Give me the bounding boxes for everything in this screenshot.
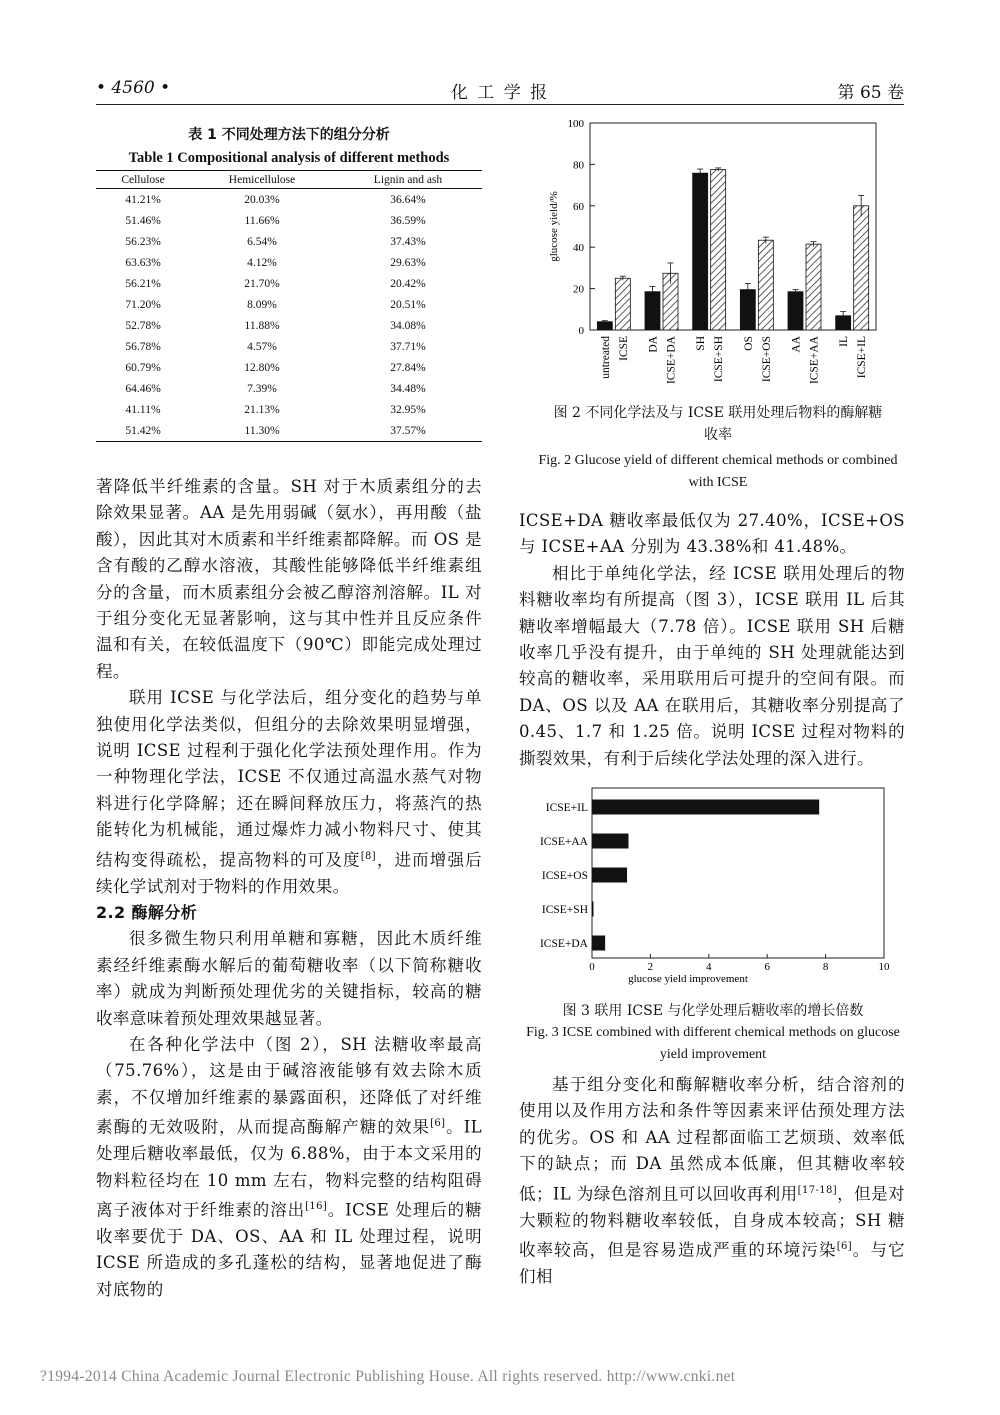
bar-aa [788, 292, 803, 330]
x-tick-label: 2 [647, 961, 654, 973]
table-row [96, 336, 482, 357]
table-row [96, 252, 482, 273]
table-cell: 56.23% [125, 235, 161, 248]
x-tick-label: OS [742, 336, 755, 351]
table-cell: 20.03% [244, 193, 280, 206]
table-cell: 11.30% [190, 420, 334, 442]
table-row [96, 294, 482, 315]
column-header: Lignin and ash [334, 171, 482, 189]
table-cell: 52.78% [125, 319, 161, 332]
table-row [96, 273, 482, 294]
table-cell: 8.09% [247, 298, 277, 311]
table-cell: 27.84% [390, 361, 426, 374]
hbar-icse-plus-da [592, 936, 605, 951]
table-cell: 6.54% [247, 235, 277, 248]
fig2-plot-frame [590, 123, 876, 330]
table-row [96, 315, 482, 336]
x-tick-label: IL [838, 336, 851, 347]
table-cell: 60.79% [125, 361, 161, 374]
paragraph: 著降低半纤维素的含量。SH 对于木质素组分的去除效果显著。AA 是先用弱碱（氨水），再用酸（盐酸），因此其对木质素和半纤维素都降解。而 OS 是含有酸的乙醇水溶液，其酸性能够降低半纤维素组分的含量，而木质素组分会被乙醇溶剂溶解。IL 对于组分变化无显著影响，这与其中性并且反应条件温和有关，在较低温度下（90℃）即能完成处理过程。 [96, 477, 482, 681]
table1-title-en: Table 1 Compositional analysis of different methods [128, 150, 450, 166]
paragraph: 在各种化学法中（图 2），SH 法糖收率最高（75.76%），这是由于碱溶液能够有效去除木质素，不仅增加纤维素的暴露面积，还降低了对纤维素酶的无效吸附，从而提高酶解产糖的效果[6]。IL 处理后糖收率最低，仅为 6.88%，由于本文采用的物料粒径均在 10 mm 左右，物料完整的结构阻碍离子液体对于纤维素的溶出[16]。ICSE 处理后的糖收率要优于 DA、OS、AA 和 IL 处理过程，说明 ICSE 所造成的多孔蓬松的结构，显著地促进了酶对底物的 [96, 1035, 482, 1299]
bar-icse-plus-il [854, 206, 869, 330]
table-cell: 11.88% [244, 319, 280, 332]
citation: [16] [305, 1200, 328, 1212]
table-row [96, 231, 482, 252]
fig2-bar-chart [540, 112, 900, 397]
x-tick-label: ICSE+SH [713, 336, 726, 383]
fig3-caption-en: Fig. 3 ICSE combined with different chemical methods on glucose yield improvement [526, 1025, 900, 1062]
right-column-top [519, 508, 905, 772]
citation: [8] [360, 850, 377, 862]
table-cell: 56.21% [125, 277, 161, 290]
citation: [17-18] [797, 1184, 838, 1196]
table-cell: 41.21% [125, 193, 161, 206]
x-tick-label: ICSE+AA [808, 336, 821, 385]
table-cell: 41.11% [125, 403, 161, 416]
left-column [96, 474, 482, 1303]
table-cell: 11.66% [244, 214, 280, 227]
table-cell: 21.13% [244, 403, 280, 416]
bar-sh [693, 173, 708, 330]
table-cell: 37.57% [334, 420, 482, 442]
paragraph: 相比于单纯化学法，经 ICSE 联用处理后的物料糖收率均有所提高（图 3），ICSE 联用 IL 后其糖收率增幅最大（7.78 倍）。ICSE 联用 SH 后糖收率几乎没有提升，由于单纯的 SH 处理就能达到较高的糖收率，采用联用后可提升的空间有限。而 DA、OS 以及 AA 在联用后，其糖收率分别提高了 0.45、1.7 和 1.25 倍。说明 ICSE 过程对物料的撕裂效果，有利于后续化学法处理的深入进行。 [519, 563, 905, 768]
y-axis-label: glucose yield/% [548, 191, 560, 262]
table-row [96, 420, 482, 442]
column-header: Hemicellulose [190, 171, 334, 189]
volume-label: 第 65 卷 [837, 83, 904, 103]
x-tick-label: DA [647, 336, 660, 353]
journal-title: 化 工 学 报 [450, 83, 550, 103]
citation: [6] [430, 1118, 446, 1130]
x-tick-label: ICSE+DA [665, 336, 678, 385]
table-cell: 36.59% [390, 214, 426, 227]
table-cell: 21.70% [244, 277, 280, 290]
fig3-bar-chart [520, 778, 900, 990]
x-tick-label: 10 [878, 961, 890, 973]
y-tick-label: 80 [573, 159, 584, 172]
bar-icse [615, 278, 630, 330]
right-column-bottom [519, 1072, 905, 1290]
table-cell: 63.63% [125, 256, 161, 269]
x-tick-label: 4 [706, 961, 712, 973]
x-tick-label: ICSE+IL [856, 336, 869, 379]
table-cell: 20.42% [390, 277, 426, 290]
table-cell: 37.43% [390, 235, 426, 248]
y-tick-label: ICSE+OS [541, 870, 588, 882]
x-tick-label: ICSE+OS [760, 336, 773, 383]
table-cell: 7.39% [247, 382, 277, 395]
y-tick-label: 20 [573, 283, 584, 296]
hbar-icse-plus-os [592, 868, 627, 883]
table-cell: 34.08% [390, 319, 426, 332]
column-header: Cellulose [96, 171, 190, 189]
y-tick-label: 40 [573, 242, 584, 255]
table1-title-cn: 表 1 不同处理方法下的组分分析 [188, 127, 390, 143]
table-cell: 29.63% [390, 256, 426, 269]
y-tick-label: ICSE+AA [539, 836, 588, 848]
y-tick-label: 100 [567, 118, 584, 130]
bar-da [645, 292, 660, 330]
table-cell: 32.95% [390, 403, 426, 416]
hbar-icse-plus-il [592, 800, 819, 815]
paragraph: 联用 ICSE 与化学法后，组分变化的趋势与单独使用化学法类似，但组分的去除效果明显增强，说明 ICSE 过程利于强化化学法预处理作用。作为一种物理化学法，ICSE 不仅通过高温水蒸气对物料进行化学降解；还在瞬间释放压力，将蒸汽的热能转化为机械能，通过爆炸力减小物料尺寸、使其结构变得疏松，提高物料的可及度[8]，进而增强后续化学试剂对于物料的作用效果。 [96, 688, 483, 896]
fig2-caption-cn: 图 2 不同化学法及与 ICSE 联用处理后物料的酶解糖收率 [553, 405, 883, 443]
table-cell: 37.71% [390, 340, 426, 353]
table-cell: 12.80% [244, 361, 280, 374]
bar-untreated [597, 322, 612, 330]
hbar-icse-plus-aa [592, 834, 629, 849]
x-tick-label: 6 [764, 961, 770, 973]
paragraph: 基于组分变化和酶解糖收率分析，结合溶剂的使用以及作用方法和条件等因素来评估预处理方法的优劣。OS 和 AA 过程都面临工艺烦琐、效率低下的缺点；而 DA 虽然成本低廉，但其糖收率较低；IL 为绿色溶剂且可以回收再利用[17-18]，但是对大颗粒的物料糖收率较低，自身成本较高；SH 糖收率较高，但是容易造成严重的环境污染[6]。与它们相 [519, 1075, 906, 1286]
y-tick-label: ICSE+IL [545, 802, 588, 814]
y-tick-label: ICSE+DA [539, 938, 588, 950]
y-tick-label: 0 [578, 325, 584, 337]
table-row [96, 357, 482, 378]
fig2-caption-en: Fig. 2 Glucose yield of different chemical methods or combined with ICSE [538, 453, 898, 490]
table-row [96, 210, 482, 231]
x-tick-label: 8 [822, 961, 829, 973]
x-tick-label: 0 [589, 961, 595, 973]
x-tick-label: ICSE [617, 336, 630, 361]
table-cell: 20.51% [390, 298, 426, 311]
composition-table [96, 170, 482, 442]
table-row [96, 189, 482, 211]
section-heading: 2.2 酶解分析 [96, 903, 198, 922]
table-cell: 34.48% [390, 382, 426, 395]
x-axis-label: glucose yield improvement [628, 973, 748, 985]
citation: [6] [836, 1240, 853, 1252]
paragraph: ICSE+DA 糖收率最低仅为 27.40%，ICSE+OS 与 ICSE+AA 分别为 43.38%和 41.48%。 [519, 511, 905, 557]
bar-icse-plus-sh [711, 170, 726, 330]
bar-icse-plus-aa [806, 244, 821, 330]
table-row [96, 378, 482, 399]
page-number: • 4560 • [96, 78, 171, 98]
table-cell: 51.46% [125, 214, 161, 227]
table-cell: 4.57% [247, 340, 277, 353]
table-header-row [96, 171, 482, 189]
paragraph: 很多微生物只利用单糖和寡糖，因此木质纤维素经纤维素酶水解后的葡萄糖收率（以下简称糖收率）就成为判断预处理优劣的关键指标，较高的糖收率意味着预处理效果越显著。 [96, 929, 482, 1028]
table-cell: 36.64% [390, 193, 426, 206]
x-tick-label: AA [790, 336, 803, 353]
x-tick-label: untreated [599, 336, 612, 379]
table-cell: 71.20% [125, 298, 161, 311]
table-cell: 4.12% [247, 256, 277, 269]
fig3-caption-cn: 图 3 联用 ICSE 与化学处理后糖收率的增长倍数 [562, 1003, 864, 1019]
copyright-footer: ?1994-2014 China Academic Journal Electronic Publishing House. All rights reserved. http://www.cnki.net [40, 1368, 736, 1385]
table-row [96, 399, 482, 420]
table-cell: 56.78% [125, 340, 161, 353]
hbar-icse-plus-sh [592, 902, 594, 917]
bar-icse-plus-os [758, 240, 773, 330]
table-cell: 64.46% [125, 382, 161, 395]
header-rule [96, 104, 904, 105]
y-tick-label: 60 [573, 200, 584, 213]
table-cell: 51.42% [96, 420, 190, 442]
y-tick-label: ICSE+SH [541, 904, 588, 916]
x-tick-label: SH [695, 336, 708, 351]
